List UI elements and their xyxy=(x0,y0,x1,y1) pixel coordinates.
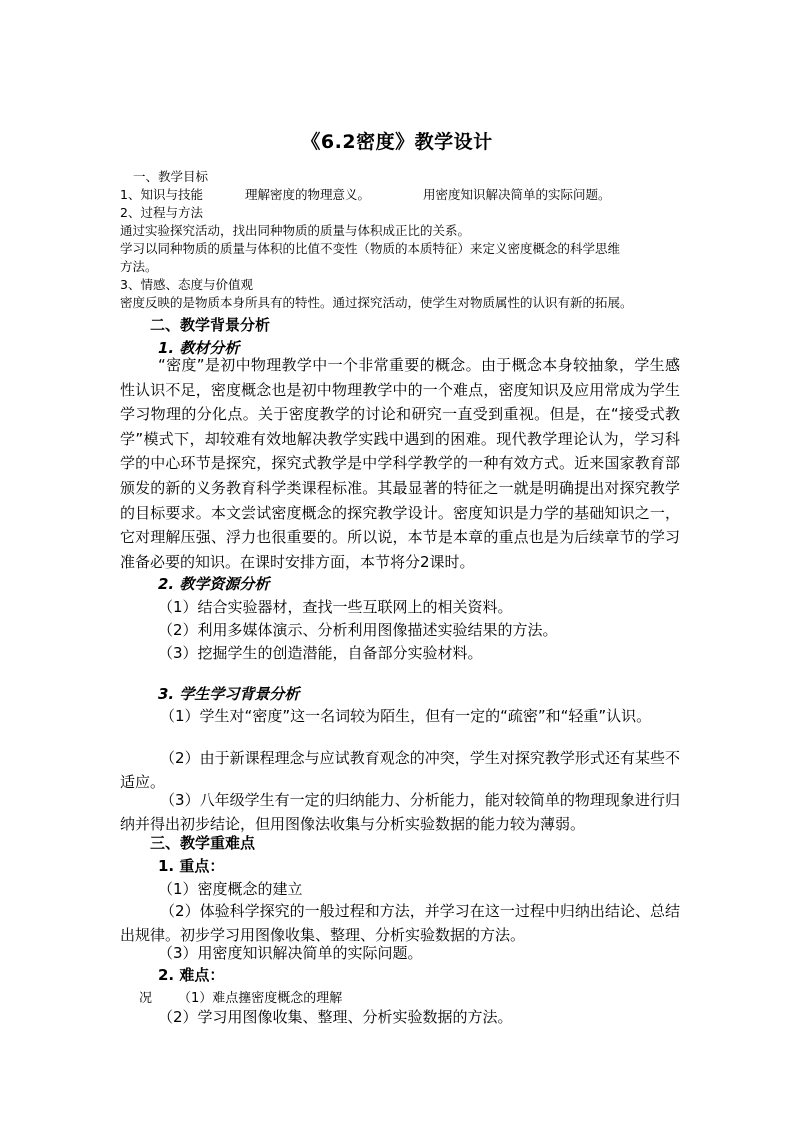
textbook-analysis-paragraph: “密度”是初中物理教学中一个非常重要的概念。由于概念本身较抽象，学生感性认识不足，密度概念也是初中物理教学中的一个难点，密度知识及应用常成为学生学习物理的分化点。关于密度教学的讨论和研究一直受到重视。但是，在“接受式教学”模式下，却较难有效地解决教学实践中遇到的困难。现代教学理论认为，学习科学的中心环节是探究，探究式教学是中学科学教学的一种有效方式。近来国家教育部颁发的新的义务教育科学类课程标准。其最显著的特征之一就是明确提出对探究教学的目标要求。本文尝试密度概念的探究教学设计。密度知识是力学的基础知识之一，它对理解压强、浮力也很重要的。所以说，本节是本章的重点也是为后续章节的学习准备必要的知识。在课时安排方面，本节将分2课时。 xyxy=(120,356,680,571)
section-heading-background: 二、教学背景分析 xyxy=(150,316,271,334)
key-point-item: （1）密度概念的建立 xyxy=(158,880,303,898)
student-background-item: （1）学生对“密度”这一名词较为陌生，但有一定的“疏密”和“轻重”认识。 xyxy=(160,707,652,725)
resource-item: （2）利用多媒体演示、分析利用图像描述实验结果的方法。 xyxy=(158,621,558,639)
section-heading-objectives: 一、教学目标 xyxy=(133,169,209,184)
section-heading-key-difficulties: 三、教学重难点 xyxy=(150,834,256,852)
resource-item: （3）挖掘学生的创造潜能，自备部分实验材料。 xyxy=(158,644,483,662)
objective-knowledge-label: 1、知识与技能 xyxy=(120,187,203,202)
student-background-item: （3）八年级学生有一定的归纳能力、分析能力，能对较简单的物理现象进行归纳并得出初步结论，但用图像法收集与分析实验数据的能力较为薄弱。 xyxy=(120,791,680,833)
subheading-student-background: 3. 学生学习背景分析 xyxy=(158,685,300,703)
subheading-textbook: 1. 教材分析 xyxy=(158,339,240,357)
objective-knowledge-2: 用密度知识解决简单的实际问题。 xyxy=(423,187,611,202)
key-point-item: （3）用密度知识解决简单的实际问题。 xyxy=(158,944,423,962)
objective-attitude-label: 3、情感、态度与价值观 xyxy=(120,277,253,292)
objective-knowledge-1: 理解密度的物理意义。 xyxy=(245,187,371,202)
subheading-difficulties: 2. 难点： xyxy=(158,966,225,984)
subheading-resources: 2. 教学资源分析 xyxy=(158,575,270,593)
difficulty-item: （2）学习用图像收集、整理、分析实验数据的方法。 xyxy=(158,1008,513,1026)
objective-process-label: 2、过程与方法 xyxy=(120,205,203,220)
document-title: 《6.2密度》教学设计 xyxy=(301,131,493,153)
objective-attitude-line: 密度反映的是物质本身所具有的特性。通过探究活动，使学生对物质属性的认识有新的拓展。 xyxy=(120,295,633,310)
key-point-item: （2）体验科学探究的一般过程和方法，并学习在这一过程中归纳出结论、总结出规律。初步学习用图像收集、整理、分析实验数据的方法。 xyxy=(120,902,680,944)
difficulty-item: （1）难点㩙密度概念的理解 xyxy=(178,991,343,1006)
difficulty-prefix-mark: 况 xyxy=(139,991,153,1006)
objective-process-line: 学习以同种物质的质量与体积的比值不变性（物质的本质特征）来定义密度概念的科学思维 xyxy=(120,241,621,256)
objective-process-line: 通过实验探究活动，找出同种物质的质量与体积成正比的关系。 xyxy=(120,223,471,238)
resource-item: （1）结合实验器材，查找一些互联网上的相关资料。 xyxy=(158,598,513,616)
subheading-key-points: 1. 重点： xyxy=(158,857,225,875)
student-background-item: （2）由于新课程理念与应试教育观念的冲突，学生对探究教学形式还有某些不适应。 xyxy=(120,749,680,791)
objective-process-line: 方法。 xyxy=(120,259,158,274)
